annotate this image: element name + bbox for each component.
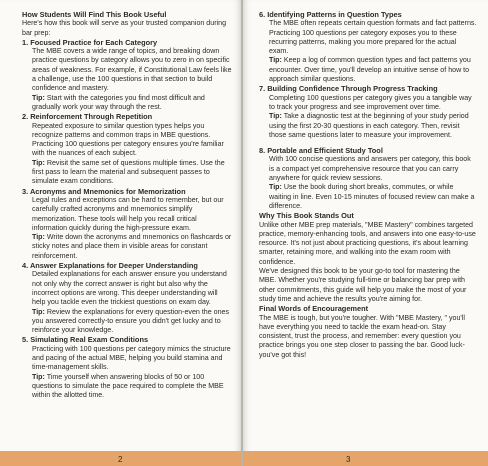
tip-label: Tip:: [32, 93, 45, 102]
item-title: 5. Simulating Real Exam Conditions: [22, 335, 149, 345]
item-body: Repeated exposure to similar question types helps you recognize patterns and common traps in MBE questions. Practicing 100 questions per category ensures you're familiar with the nuances of each subject.: [32, 121, 224, 158]
why-paragraph-1: Unlike other MBE prep materials, "MBE Mastery" combines targeted practice, memory-enhancing tools, and answers into one easy-to-use resource. It's not just about practicing questions, it's about learning smarter, retaining more, and walking into the exam room with confidence.: [259, 220, 476, 266]
tip-label: Tip:: [32, 233, 45, 242]
tip-text: Review the explanations for every question-even the ones you answered correctly-to ensure you didn't get lucky and to reinforce your knowledge.: [32, 307, 230, 335]
left-page-content: [22, 10, 232, 400]
tip-label: Tip:: [32, 158, 45, 167]
tip-text: Use the book during short breaks, commutes, or while waiting in line. Even 10-15 minutes of focused review can make a difference.: [269, 183, 475, 210]
list-item: [22, 112, 232, 186]
item-title: 4. Answer Explanations for Deeper Understanding: [22, 261, 198, 271]
item-body: Completing 100 questions per category gives you a tangible way to track your progress and see improvement over time.: [269, 93, 472, 111]
tip-text: Revisit the same set of questions multiple times. Use the first pass to learn the material and subsequent passes to simulate exam conditions.: [32, 158, 225, 186]
tip-text: Write down the acronyms and mnemonics on flashcards or sticky notes and place them in visible areas for constant reinforcement.: [32, 233, 232, 260]
item-body: Practicing with 100 questions per category mimics the structure and pacing of the actual MBE, helping you build stamina and time-management skills.: [32, 344, 231, 372]
why-paragraph-2: We've designed this book to be your go-to tool for mastering the MBE. Whether you're studying full-time or balancing bar prep with other commitments, this guide will help you make the most of your study time and achieve the results you're aiming for.: [259, 267, 467, 303]
item-body: With 100 concise questions and answers per category, this book is a compact yet comprehensive resource that you can carry anywhere for quick review sessions.: [269, 155, 471, 183]
tip-text: Take a diagnostic test at the beginning of your study period using the first 20-30 questions in each category. Then, revisit those same questions later to measure your improvement.: [269, 112, 469, 139]
item-tip: [269, 112, 477, 140]
tip-text: Start with the categories you find most difficult and gradually work your way through the rest.: [32, 93, 205, 111]
tip-text: Keep a log of common question types and fact patterns you encounter. Over time, you'll develop an intuitive sense of how to approach similar questions.: [269, 56, 471, 84]
list-item: [22, 261, 232, 335]
item-tip: [269, 183, 477, 211]
item-title: 1. Focused Practice for Each Category: [22, 37, 158, 47]
item-tip: [32, 159, 232, 187]
item-title: 3. Acronyms and Mnemonics for Memorization: [22, 186, 186, 196]
page-footer-band: [243, 451, 488, 466]
right-page: [243, 0, 488, 466]
item-tip: [269, 56, 477, 84]
list-item: [259, 84, 477, 140]
item-title: 6. Identifying Patterns in Question Types: [259, 10, 402, 19]
final-paragraph: The MBE is tough, but you're tougher. With "MBE Mastery, " you'll have everything you need to tackle the exam head-on. Stay consistent, trust the process, and remember: every question you practice brings you one step closer to passing the bar. Good luck-you've got this!: [259, 313, 465, 359]
item-body: Detailed explanations for each answer ensure you understand not only why the correct answer is right but also why the incorrect options are wrong. This deeper understanding will help you tackle even the trickiest questions on exam day.: [32, 270, 227, 307]
item-tip: [32, 373, 232, 401]
tip-label: Tip:: [32, 372, 45, 381]
list-item: [22, 335, 232, 400]
left-page: [0, 0, 241, 466]
tip-label: Tip:: [269, 112, 282, 121]
tip-text: Time yourself when answering blocks of 50 or 100 questions to simulate the pace required to complete the MBE within the allotted time.: [32, 372, 224, 400]
final-heading: Final Words of Encouragement: [259, 304, 369, 314]
why-heading: Why This Book Stands Out: [259, 211, 354, 221]
item-body: Legal rules and exceptions can be hard to remember, but our carefully crafted acronyms and mnemonics simplify memorization. These tools will help you recall critical information quickly during the high-pressure exam.: [32, 195, 224, 232]
tip-label: Tip:: [269, 56, 282, 65]
item-title: 7. Building Confidence Through Progress Tracking: [259, 84, 438, 94]
section-heading: How Students Will Find This Book Useful: [22, 10, 167, 19]
list-item: [22, 187, 232, 261]
item-title: 2. Reinforcement Through Repetition: [22, 112, 153, 122]
page-number: 2: [118, 455, 123, 464]
item-tip: [32, 308, 232, 336]
list-item: [259, 146, 477, 211]
tip-label: Tip:: [269, 183, 282, 192]
list-item: [259, 10, 477, 84]
item-title: 8. Portable and Efficient Study Tool: [259, 146, 383, 156]
item-tip: [32, 233, 232, 261]
item-body: The MBE often repeats certain question formats and fact patterns. Practicing 100 questions per category exposes you to these recurring patterns, making you more prepared for the actual exam.: [269, 19, 477, 56]
item-body: The MBE covers a wide range of topics, and breaking down practice questions by category allows you to zero in on specific areas of weakness. For example, if Constitutional Law feels like a challenge, use the 100 questions in that section to build confidence and mastery.: [32, 47, 232, 93]
list-item: [22, 38, 232, 112]
tip-label: Tip:: [32, 307, 45, 316]
right-page-content: [259, 10, 477, 360]
item-tip: [32, 94, 232, 113]
intro-text: Here's how this book will serve as your trusted companion during bar prep:: [22, 19, 227, 37]
page-number: 3: [346, 455, 351, 464]
